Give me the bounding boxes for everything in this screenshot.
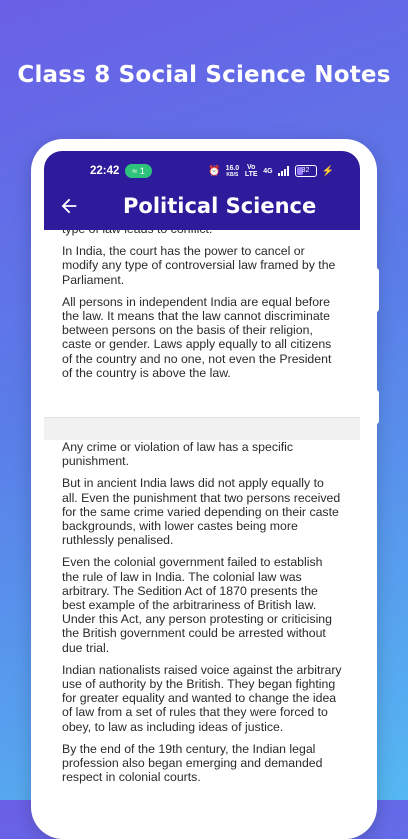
- paragraph: Indian nationalists raised voice against the arbitrary use of authority by the British. They began fighting for greater equality and wanted to change the idea of law from a set of rules that they were forced to obey, to law as including ideas of justice.: [62, 662, 342, 734]
- paragraph: Even the colonial government failed to establish the rule of law in India. The colonial law was arbitrary. The Sedition Act of 1870 presents the best example of the arbitrariness of British law. Under this Act, any person protesting or criticising the British government could be arrested without due trial.: [62, 555, 332, 655]
- paragraph: Any crime or violation of law has a specific punishment.: [62, 440, 294, 469]
- battery-level: 32: [301, 167, 310, 174]
- phone-screen: [44, 151, 360, 800]
- status-icons: [208, 163, 334, 179]
- paragraph: By the end of the 19th century, the Indian legal profession also began emerging and demanded respect in colonial courts.: [62, 741, 323, 785]
- page-title: Political Science: [123, 194, 317, 218]
- app-bar: [44, 151, 360, 230]
- back-arrow-icon[interactable]: [58, 195, 80, 217]
- phone-side-button: [375, 390, 379, 424]
- charging-icon: ⚡: [321, 165, 334, 177]
- notification-badge: [125, 164, 152, 178]
- battery-icon: [295, 165, 317, 177]
- paragraph: But in ancient India laws did not apply equally to all. Even the punishment that two persons received for the same crime varied depending on their caste backgrounds, with lower castes being more ruthlessly penalised.: [62, 476, 341, 548]
- volte-label: Vo LTE: [244, 164, 258, 178]
- paragraph: All persons in independent India are equal before the law. It means that the law cannot discriminate between persons on the basis of their religion, caste or gender. Laws apply equally to all citizens of the country and no one, not even the President of the country is above the law.: [62, 294, 332, 380]
- notification-count: 1: [139, 166, 145, 176]
- phone-side-button: [375, 268, 379, 312]
- alarm-icon: ⏰: [208, 165, 221, 177]
- speed-value: 16.0: [225, 164, 240, 172]
- content-card-1: [44, 222, 360, 417]
- speed-unit: KB/S: [226, 171, 239, 178]
- signal-label: 4G: [263, 167, 273, 175]
- paragraph: In India, the court has the power to cancel or modify any type of controversial law framed by the Parliament.: [62, 244, 336, 287]
- signal-bars-icon: [278, 166, 290, 176]
- status-bar: [44, 151, 360, 189]
- content-card-2: [44, 440, 360, 800]
- status-time: 22:42: [90, 165, 120, 177]
- wifi-icon: ≈: [132, 166, 138, 176]
- promo-headline: Class 8 Social Science Notes: [17, 62, 391, 88]
- network-speed: [226, 165, 240, 178]
- card-divider: [44, 417, 360, 441]
